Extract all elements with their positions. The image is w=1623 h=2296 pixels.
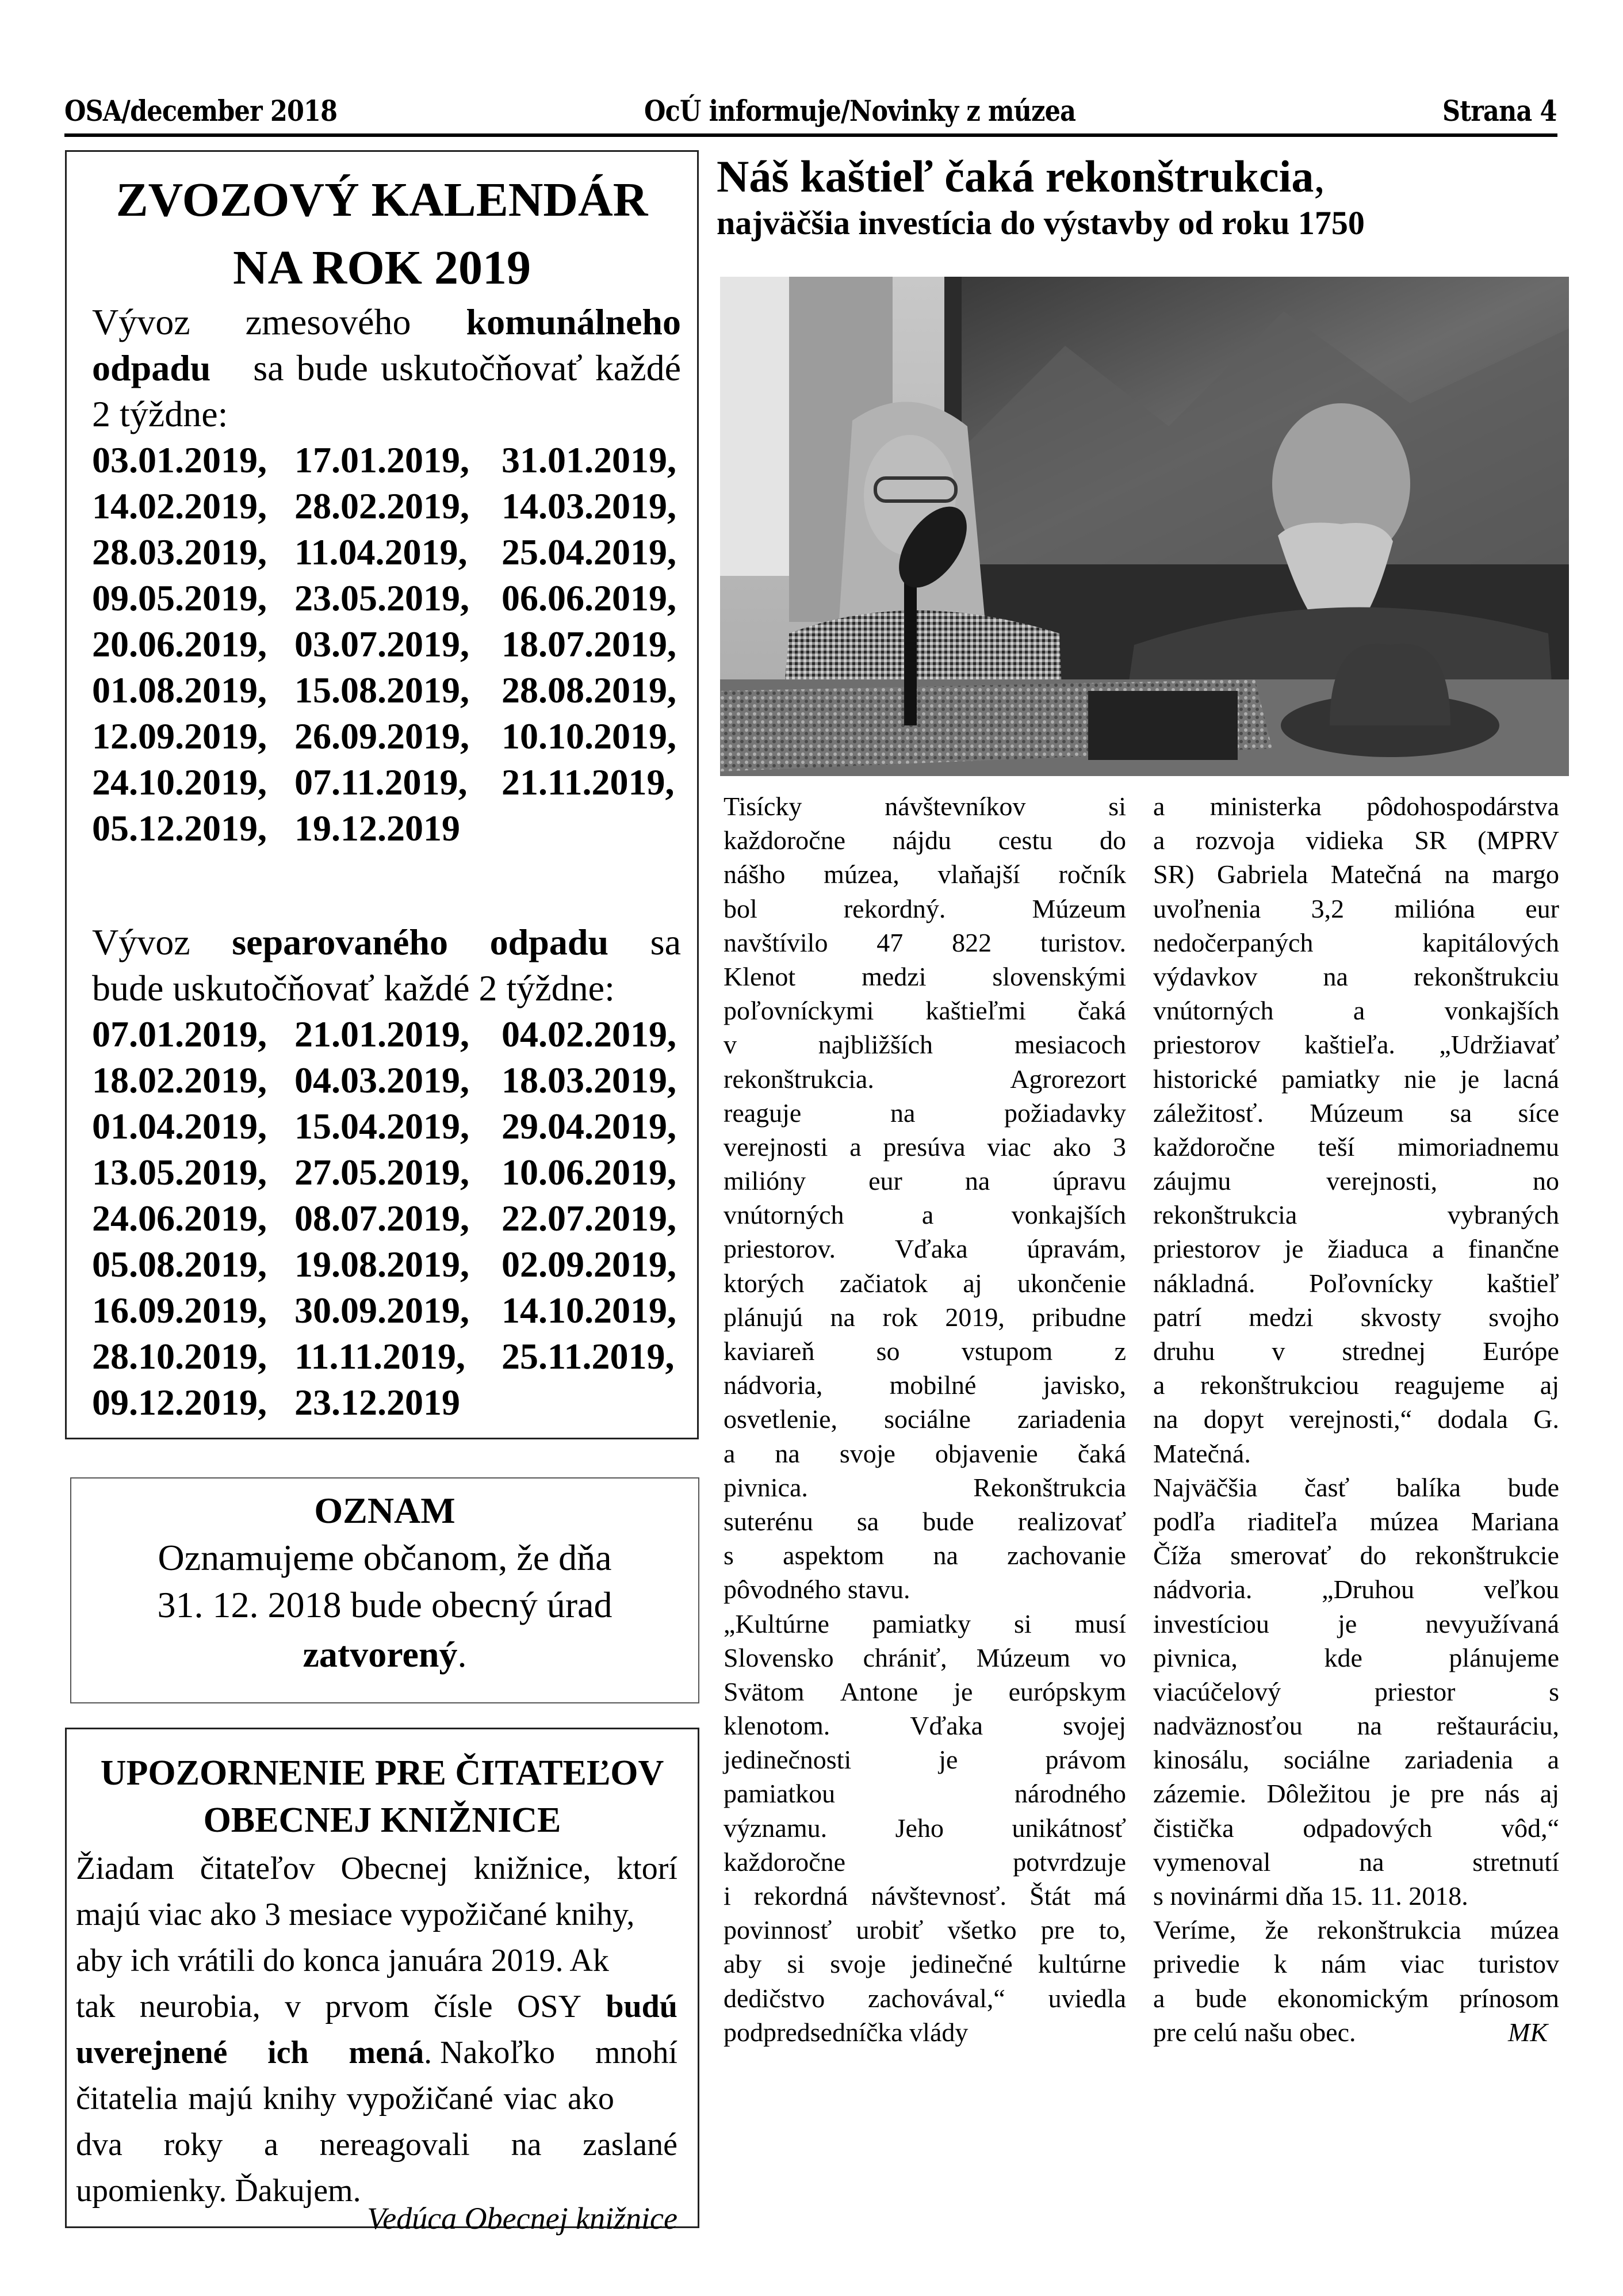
article-line: a bude ekonomickým prínosom <box>1153 1983 1559 2013</box>
collection-date: 28.08.2019, <box>502 670 676 710</box>
library-title-line1: UPOZORNENIE PRE ČITATEĽOV <box>100 1753 664 1793</box>
article-line: pre celú našu obec. MK <box>1153 2015 1559 2049</box>
article-line: pôvodného stavu. <box>724 1575 910 1604</box>
article-line: privedie k nám viac turistov <box>1153 1949 1559 1979</box>
article-line: vymenoval na stretnutí <box>1153 1847 1559 1877</box>
collection-date: 25.11.2019, <box>502 1336 675 1377</box>
article-line: Slovensko chrániť, Múzeum vo <box>724 1642 1126 1672</box>
article-line: osvetlenie, sociálne zariadenia <box>724 1404 1126 1434</box>
article-line: povinnosť urobiť všetko pre to, <box>724 1915 1126 1945</box>
article-line: s aspektom na zachovanie <box>724 1541 1126 1571</box>
notice-title: OZNAM <box>314 1490 455 1531</box>
mixed-intro-line2: odpadu sa bude uskutočňovať každé <box>92 347 681 388</box>
collection-date: 24.06.2019, <box>92 1198 267 1239</box>
article-author: MK <box>1508 2017 1548 2047</box>
article-line: záležitosť. Múzeum sa síce <box>1153 1098 1559 1128</box>
article-line: a na svoje objavenie čaká <box>724 1438 1126 1468</box>
collection-date: 07.01.2019, <box>92 1014 267 1055</box>
notice-line2: 31. 12. 2018 bude obecný úrad <box>157 1584 613 1625</box>
collection-date: 16.09.2019, <box>92 1290 267 1331</box>
dates-row <box>92 1195 681 1241</box>
collection-date: 29.04.2019, <box>502 1106 676 1147</box>
press-conference-photo <box>720 277 1569 776</box>
collection-date: 03.01.2019, <box>92 440 267 480</box>
dates-row <box>92 1288 681 1334</box>
header-rule <box>64 133 1557 137</box>
separated-waste-section <box>92 919 681 1426</box>
article-subtitle: najväčšia investícia do výstavby od roku 1750 <box>717 204 1365 242</box>
dates-row <box>92 1057 681 1103</box>
collection-date: 10.06.2019, <box>502 1152 676 1193</box>
article-line: Veríme, že rekonštrukcia múzea <box>1153 1915 1559 1945</box>
article-line: každoročne nájdu cestu do <box>724 826 1126 855</box>
collection-date: 09.05.2019, <box>92 578 267 618</box>
article-line: a ministerka pôdohospodárstva <box>1153 792 1559 821</box>
dates-row <box>92 1380 681 1426</box>
collection-date: 19.12.2019 <box>294 808 460 849</box>
collection-date: 09.12.2019, <box>92 1382 267 1423</box>
article-line: nášho múzea, vlaňajší ročník <box>724 859 1126 889</box>
collection-date: 28.02.2019, <box>294 486 469 526</box>
article-line: zázemie. Dôležitou je pre nás aj <box>1153 1779 1559 1809</box>
collection-date: 22.07.2019, <box>502 1198 676 1239</box>
article-line: reaguje na požiadavky <box>724 1098 1126 1128</box>
section-label: OcÚ informuje/Novinky z múzea <box>644 94 1076 128</box>
article-line: milióny eur na úpravu <box>724 1166 1126 1196</box>
article-line: rekonštrukcia vybraných <box>1153 1200 1559 1230</box>
collection-date: 23.05.2019, <box>294 578 469 618</box>
article-line: nedočerpaných kapitálových <box>1153 927 1559 957</box>
separated-intro-line2: bude uskutočňovať každé 2 týždne: <box>92 968 615 1008</box>
dates-row <box>92 529 681 575</box>
library-line4: tak neurobia, v prvom čísle OSY budú <box>76 1989 677 2024</box>
article-line: historické pamiatky nie je lacná <box>1153 1064 1559 1094</box>
calendar-title-line2: NA ROK 2019 <box>232 241 531 295</box>
collection-date: 07.11.2019, <box>294 762 468 803</box>
article-line: kaviareň so vstupom z <box>724 1336 1126 1366</box>
collection-date: 23.12.2019 <box>294 1382 460 1423</box>
page-number: Strana 4 <box>1442 94 1557 128</box>
collection-date: 13.05.2019, <box>92 1152 267 1193</box>
article-line: čistička odpadových vôd,“ <box>1153 1813 1559 1843</box>
article-line: druhu v strednej Európe <box>1153 1336 1559 1366</box>
collection-date: 04.03.2019, <box>294 1060 469 1101</box>
article-line: v najbližších mesiacoch <box>724 1030 1126 1060</box>
article-line: nadväznosťou na reštauráciu, <box>1153 1711 1559 1741</box>
collection-date: 02.09.2019, <box>502 1244 676 1285</box>
collection-date: 17.01.2019, <box>294 440 469 480</box>
article-line: plánujú na rok 2019, pribudne <box>724 1302 1126 1332</box>
collection-date: 08.07.2019, <box>294 1198 469 1239</box>
library-line1: Žiadam čitateľov Obecnej knižnice, ktorí <box>76 1851 677 1886</box>
collection-date: 12.09.2019, <box>92 716 267 757</box>
article-line: aby si svoje jedinečné kultúrne <box>724 1949 1126 1979</box>
collection-date: 28.10.2019, <box>92 1336 267 1377</box>
article-line: každoročne potvrdzuje <box>724 1847 1126 1877</box>
collection-date: 04.02.2019, <box>502 1014 676 1055</box>
separated-intro-line1: Vývoz separovaného odpadu sa <box>92 922 681 962</box>
article-line: Tisícky návštevníkov si <box>724 792 1126 821</box>
article-line: Najväčšia časť balíka bude <box>1153 1472 1559 1502</box>
article-line: výdavkov na rekonštrukciu <box>1153 961 1559 991</box>
collection-date: 05.08.2019, <box>92 1244 267 1285</box>
article-line: záujmu verejnosti, no <box>1153 1166 1559 1196</box>
collection-date: 24.10.2019, <box>92 762 267 803</box>
collection-date: 30.09.2019, <box>294 1290 469 1331</box>
library-line5: uverejnené ich mená. Nakoľko mnohí <box>76 2035 677 2070</box>
article-line: a rozvoja vidieka SR (MPRV <box>1153 826 1559 855</box>
article-line: Matečná. <box>1153 1438 1251 1468</box>
dates-row <box>92 1011 681 1057</box>
article-line: podľa riaditeľa múzea Mariana <box>1153 1506 1559 1536</box>
article-title: Náš kaštieľ čaká rekonštrukcia, <box>717 151 1325 201</box>
collection-date: 18.07.2019, <box>502 624 676 664</box>
dates-row <box>92 667 681 713</box>
article-line: viacúčelový priestor s <box>1153 1676 1559 1706</box>
dates-row <box>92 759 681 805</box>
article-line: jedinečnosti je právom <box>724 1745 1126 1775</box>
collection-date: 11.04.2019, <box>294 532 468 572</box>
collection-date: 31.01.2019, <box>502 440 676 480</box>
dates-row <box>92 1103 681 1149</box>
dates-row <box>92 1334 681 1380</box>
article-line: priestorov. Vďaka úpravám, <box>724 1234 1126 1264</box>
collection-date: 15.04.2019, <box>294 1106 469 1147</box>
article-line: vnútorných a vonkajších <box>1153 996 1559 1026</box>
article-line: priestorov je žiaduca a finančne <box>1153 1234 1559 1264</box>
separated-dates-list <box>92 1011 681 1426</box>
article-line: investíciou je nevyužívaná <box>1153 1609 1559 1638</box>
article-line: priestorov kaštieľa. „Udržiavať <box>1153 1030 1559 1060</box>
collection-date: 28.03.2019, <box>92 532 267 572</box>
article-line: pamiatkou národného <box>724 1779 1126 1809</box>
article-column-2 <box>1153 789 1559 2049</box>
mixed-waste-section <box>92 299 681 851</box>
article-line: bol rekordný. Múzeum <box>724 893 1126 923</box>
article-line: na dopyt verejnosti,“ dodala G. <box>1153 1404 1559 1434</box>
library-line2: majú viac ako 3 mesiace vypožičané knihy, <box>76 1897 635 1932</box>
article-line: a rekonštrukciou reagujeme aj <box>1153 1370 1559 1400</box>
mixed-intro-line3: 2 týždne: <box>92 394 228 434</box>
collection-date: 11.11.2019, <box>294 1336 465 1377</box>
issue-label: OSA/december 2018 <box>64 94 338 128</box>
dates-row <box>92 1241 681 1288</box>
collection-date: 21.11.2019, <box>502 762 675 803</box>
mixed-dates-list <box>92 437 681 851</box>
collection-date: 19.08.2019, <box>294 1244 469 1285</box>
notice-line3: zatvorený. <box>303 1634 467 1675</box>
dates-row <box>92 483 681 529</box>
article-line: rekonštrukcia. Agrorezort <box>724 1064 1126 1094</box>
article-line: poľovníckymi kaštieľmi čaká <box>724 996 1126 1026</box>
collection-date: 05.12.2019, <box>92 808 267 849</box>
article-line: kinosálu, sociálne zariadenia a <box>1153 1745 1559 1775</box>
collection-date: 25.04.2019, <box>502 532 676 572</box>
mixed-intro-line1: Vývoz zmesového komunálneho <box>92 301 681 342</box>
dates-row <box>92 805 681 851</box>
library-title-line2: OBECNEJ KNIŽNICE <box>203 1801 561 1840</box>
article-line: nákladná. Poľovnícky kaštieľ <box>1153 1268 1559 1298</box>
collection-date: 01.04.2019, <box>92 1106 267 1147</box>
article-line: každoročne teší mimoriadnemu <box>1153 1132 1559 1162</box>
article-photo <box>720 277 1569 776</box>
article-line: dedičstvo zachovával,“ uviedla <box>724 1983 1126 2013</box>
collection-date: 21.01.2019, <box>294 1014 469 1055</box>
collection-date: 14.10.2019, <box>502 1290 676 1331</box>
collection-date: 06.06.2019, <box>502 578 676 618</box>
article-line: patrí medzi skvosty svojho <box>1153 1302 1559 1332</box>
article-line: ktorých začiatok aj ukončenie <box>724 1268 1126 1298</box>
dates-row <box>92 621 681 667</box>
library-signature: Vedúca Obecnej knižnice <box>367 2201 677 2236</box>
article-line: nádvoria. „Druhou veľkou <box>1153 1575 1559 1604</box>
library-line3: aby ich vrátili do konca januára 2019. Ak <box>76 1943 609 1978</box>
article-line: navštívilo 47 822 turistov. <box>724 927 1126 957</box>
collection-date: 15.08.2019, <box>294 670 469 710</box>
article-line: i rekordná návštevnosť. Štát má <box>724 1881 1126 1911</box>
collection-date: 18.03.2019, <box>502 1060 676 1101</box>
article-line: klenotom. Vďaka svojej <box>724 1711 1126 1741</box>
notice-line1: Oznamujeme občanom, že dňa <box>158 1537 612 1578</box>
collection-date: 18.02.2019, <box>92 1060 267 1101</box>
collection-date: 26.09.2019, <box>294 716 469 757</box>
article-line: uvoľnenia 3,2 milióna eur <box>1153 893 1559 923</box>
article-line: verejnosti a presúva viac ako 3 <box>724 1132 1126 1162</box>
article-line: „Kultúrne pamiatky si musí <box>724 1609 1126 1638</box>
article-line: nádvoria, mobilné javisko, <box>724 1370 1126 1400</box>
collection-date: 14.03.2019, <box>502 486 676 526</box>
article-column-1 <box>724 789 1126 2049</box>
collection-date: 01.08.2019, <box>92 670 267 710</box>
article-line: významu. Jeho unikátnosť <box>724 1813 1126 1843</box>
article-line: Klenot medzi slovenskými <box>724 961 1126 991</box>
article-line: vnútorných a vonkajších <box>724 1200 1126 1230</box>
library-line6: čitatelia majú knihy vypožičané viac ako <box>76 2081 614 2117</box>
article-line: suterénu sa bude realizovať <box>724 1506 1126 1536</box>
collection-date: 03.07.2019, <box>294 624 469 664</box>
article-line: s novinármi dňa 15. 11. 2018. <box>1153 1881 1468 1911</box>
article-line: SR) Gabriela Matečná na margo <box>1153 859 1559 889</box>
article-line: podpredsedníčka vlády <box>724 2017 969 2047</box>
article-line: pivnica, kde plánujeme <box>1153 1642 1559 1672</box>
dates-row <box>92 1149 681 1195</box>
collection-date: 27.05.2019, <box>294 1152 469 1193</box>
dates-row <box>92 713 681 759</box>
calendar-title-line1: ZVOZOVÝ KALENDÁR <box>116 173 648 227</box>
dates-row <box>92 575 681 621</box>
collection-date: 20.06.2019, <box>92 624 267 664</box>
collection-date: 14.02.2019, <box>92 486 267 526</box>
library-line8: upomienky. Ďakujem. <box>76 2173 361 2209</box>
article-line: pivnica. Rekonštrukcia <box>724 1472 1126 1502</box>
article-line: Svätom Antone je európskym <box>724 1676 1126 1706</box>
collection-date: 10.10.2019, <box>502 716 676 757</box>
library-line7: dva roky a nereagovali na zaslané <box>76 2127 677 2163</box>
article-line: Číža smerovať do rekonštrukcie <box>1153 1541 1559 1571</box>
dates-row <box>92 437 681 483</box>
